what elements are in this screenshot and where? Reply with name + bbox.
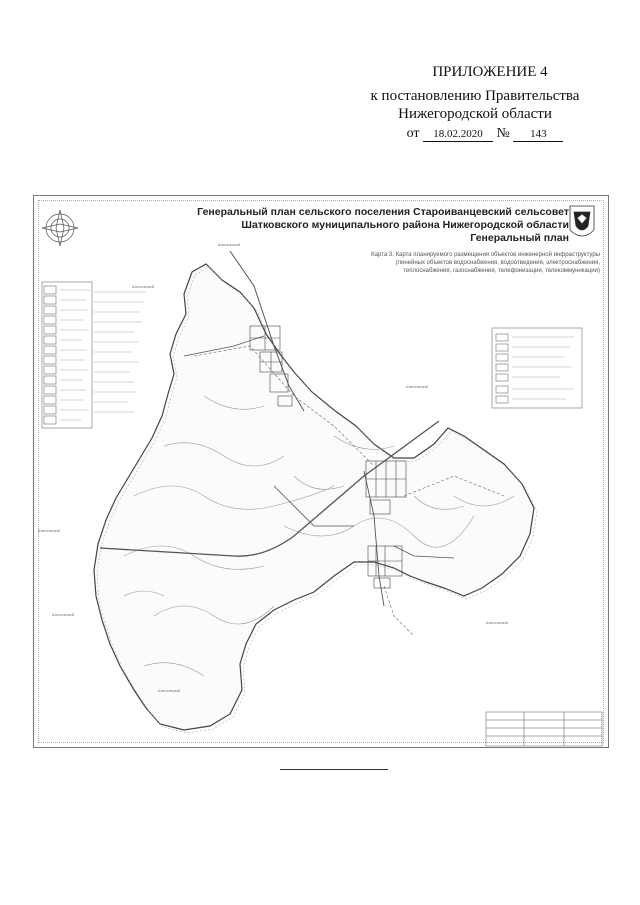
end-divider-line [280, 769, 388, 770]
coat-of-arms-icon [570, 206, 594, 236]
legend-right [492, 328, 582, 408]
number-label: № [496, 126, 510, 141]
svg-text:Шатковский: Шатковский [406, 384, 428, 389]
svg-text:Шатковский: Шатковский [38, 528, 60, 533]
map-title-line2: Шатковского муниципального района Нижегородской области [241, 219, 569, 231]
decree-date: 18.02.2020 [423, 128, 493, 142]
legend-left [42, 282, 92, 428]
map-sheet [33, 195, 609, 748]
settlement-boundary [94, 264, 534, 730]
decree-date-number [385, 124, 585, 143]
legend-left-extra [94, 292, 146, 412]
svg-text:Шатковский: Шатковский [218, 242, 240, 247]
compass-icon [42, 210, 78, 246]
from-label: от [406, 126, 420, 141]
svg-text:Шатковский: Шатковский [52, 612, 74, 617]
title-block [486, 712, 602, 746]
svg-text:Шатковский: Шатковский [132, 284, 154, 289]
map-title-line3: Генеральный план [470, 232, 569, 244]
decree-line: к постановлению Правительства [370, 88, 580, 104]
map-title-line1: Генеральный план сельского поселения Староиванцевский сельсовет [197, 206, 569, 218]
decree-number: 143 [513, 128, 563, 142]
map-drawing [34, 196, 610, 749]
svg-text:Шатковский: Шатковский [158, 688, 180, 693]
appendix-label: ПРИЛОЖЕНИЕ 4 [432, 64, 548, 80]
svg-text:Шатковский: Шатковский [486, 620, 508, 625]
region-line: Нижегородской области [398, 106, 552, 122]
map-subtitle: Карта 3. Карта планируемого размещения объектов инженерной инфраструктуры (линейных объектов водоснабжения, водоотведения, электроснабжения, теплоснабжения, газоснабжения, телефонизации, телекоммуникации) [371, 252, 600, 274]
